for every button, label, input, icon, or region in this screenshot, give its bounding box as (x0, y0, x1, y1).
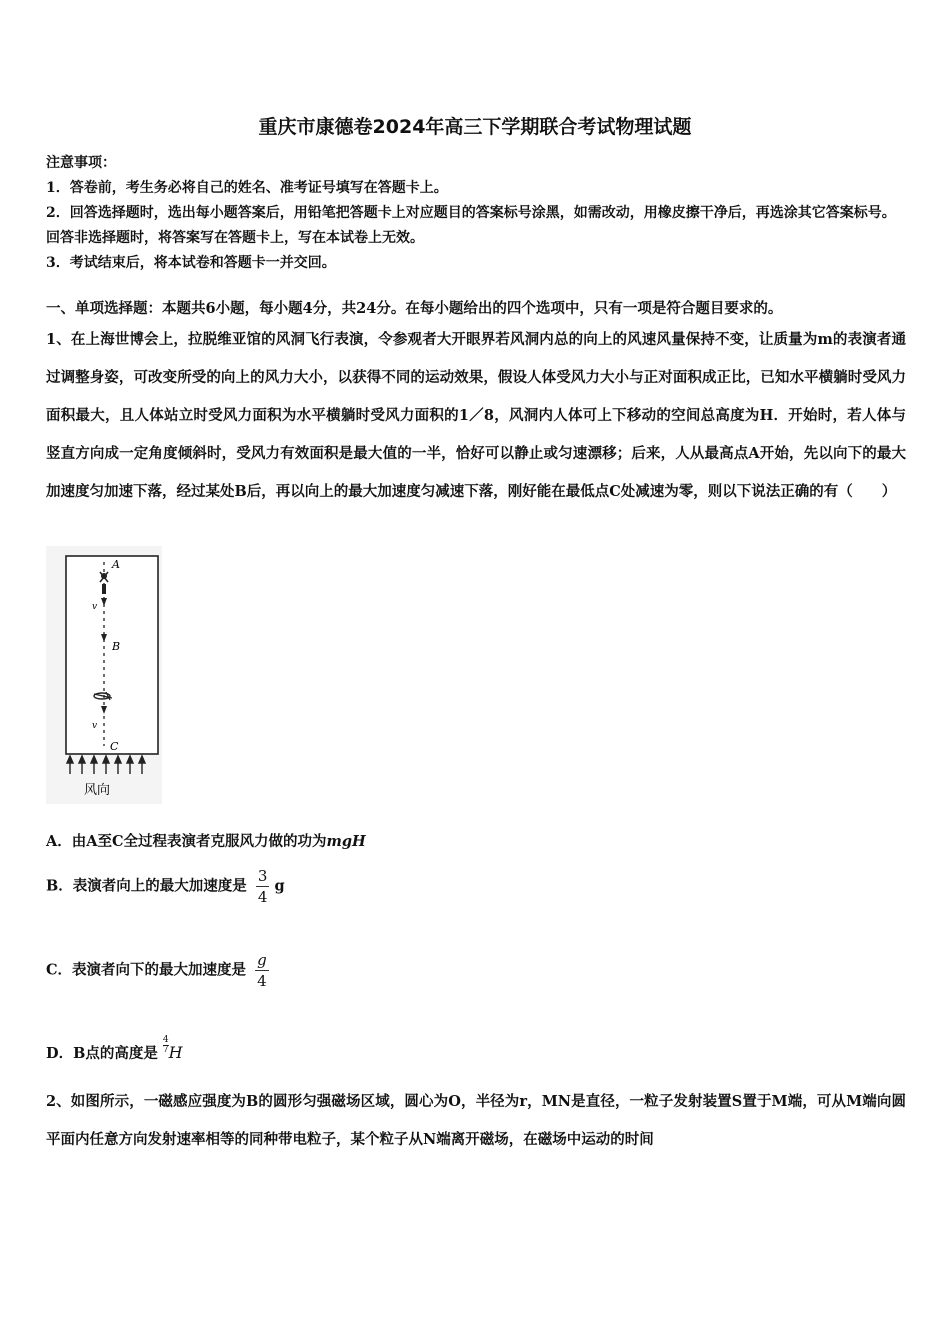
label-C: C (110, 740, 119, 753)
notice-block (46, 151, 906, 276)
option-b-text: B．表演者向上的最大加速度是 (46, 877, 247, 895)
fraction-denominator: 4 (257, 888, 268, 906)
option-d-tail: H (168, 1042, 183, 1062)
fraction-numerator: 3 (257, 867, 268, 885)
option-c (46, 950, 269, 991)
fraction-denominator: 4 (257, 972, 267, 990)
option-b-tail: g (274, 877, 285, 895)
fraction-denominator: 7 (162, 1045, 169, 1055)
notice-item: 1．答卷前，考生务必将自己的姓名、准考证号填写在答题卡上。 (46, 180, 448, 196)
option-a-math: mgH (326, 833, 366, 850)
option-b (46, 866, 285, 907)
fraction-numerator: g (257, 951, 267, 969)
page-title: 重庆市康德卷2024年高三下学期联合考试物理试题 (258, 116, 692, 138)
option-a-text: A．由A至C全过程表演者克服风力做的功为 (46, 833, 327, 850)
label-B: B (112, 640, 121, 653)
option-b-fraction (256, 866, 270, 907)
option-d-text: D．B点的高度是 (46, 1044, 158, 1062)
option-a (46, 830, 366, 851)
option-c-text: C．表演者向下的最大加速度是 (46, 961, 247, 979)
wind-label: 风向 (84, 783, 111, 798)
section-heading: 一、单项选择题：本题共6小题，每小题4分，共24分。在每小题给出的四个选项中，只有一项是符合题目要求的。 (46, 300, 783, 317)
option-c-fraction (255, 950, 269, 991)
wind-tunnel-figure (46, 546, 162, 804)
label-v-bottom: v (92, 721, 98, 731)
notice-item: 2．回答选择题时，选出每小题答案后，用铅笔把答题卡上对应题目的答案标号涂黑，如需改动，用橡皮擦干净后，再选涂其它答案标号。回答非选择题时，将答案写在答题卡上，写在本试卷上无效。 (46, 205, 896, 246)
performer-top-legs (102, 584, 106, 594)
question-1-stem: 1、在上海世博会上，拉脱维亚馆的风洞飞行表演，令参观者大开眼界若风洞内总的向上的风速风量保持不变，让质量为m的表演者通过调整身姿，可改变所受的向上的风力大小，以获得不同的运动效果，假设人体受风力大小与正对面积成正比，已知水平横躺时受风力面积最大，且人体站立时受风力面积为水平横躺时受风力面积的1／8，风洞内人体可上下移动的空间总高度为H．开始时，若人体与竖直方向成一定角度倾斜时，受风力有效面积是最大值的一半，恰好可以静止或匀速漂移；后来，人从最高点A开始，先以向下的最大加速度匀加速下落，经过某处B后，再以向上的最大加速度匀减速下落，刚好能在最低点C处减速为零，则以下说法正确的有（ ） (46, 331, 906, 500)
label-v-top: v (92, 602, 98, 612)
label-A: A (112, 558, 120, 571)
question-2-stem: 2、如图所示，一磁感应强度为B的圆形匀强磁场区域，圆心为O，半径为r，MN是直径，一粒子发射装置S置于M端，可从M端向圆平面内任意方向发射速率相等的同种带电粒子，某个粒子从N端离开磁场，在磁场中运动的时间 (46, 1093, 906, 1148)
tunnel-outline (66, 556, 158, 754)
option-d (46, 1036, 183, 1063)
fraction-numerator: 4 (162, 1035, 169, 1045)
notice-item: 3．考试结束后，将本试卷和答题卡一并交回。 (46, 255, 336, 271)
notice-heading: 注意事项： (46, 155, 116, 171)
